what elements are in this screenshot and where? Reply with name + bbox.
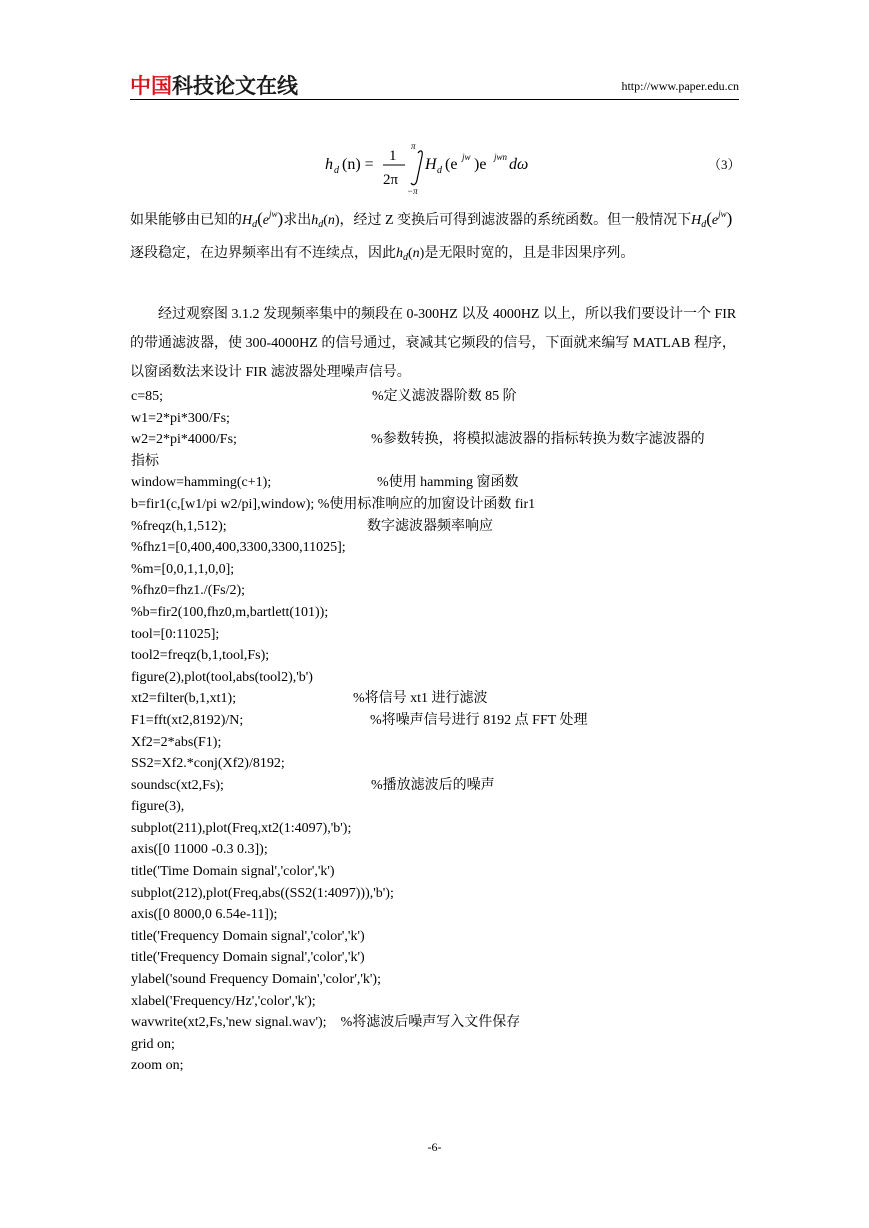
code-text: c=85;: [131, 389, 163, 404]
code-line: title('Time Domain signal','color','k'): [131, 864, 335, 880]
code-line: [131, 386, 743, 408]
code-line: title('Frequency Domain signal','color','k'): [131, 928, 365, 944]
p1-text-e: 是无限时宽的，且是非因果序列。: [424, 246, 635, 261]
code-comment: %定义滤波器阶数 85 阶: [372, 389, 517, 404]
code-line: %b=fir2(100,fhz0,m,bartlett(101));: [131, 604, 329, 620]
code-line: grid on;: [131, 1036, 175, 1052]
logo-red-text: 中国: [130, 74, 172, 98]
header-url[interactable]: http://www.paper.edu.cn: [621, 79, 739, 93]
inline-math-hd-2: $h_d(n)$: [396, 246, 425, 263]
eq-integrand-arg: (e: [445, 156, 458, 173]
code-comment: %参数转换，将模拟滤波器的指标转换为数字滤波器的: [371, 432, 705, 448]
inline-math-Hd-2: $H_d(e^{jw})$: [691, 209, 733, 230]
code-text: xt2=filter(b,1,xt1);: [131, 691, 237, 707]
p1-text-c: ，经过 Z 变换后可得到滤波器的系统函数。但一般情况下: [339, 213, 692, 228]
code-comment: %播放滤波后的噪声: [371, 777, 495, 793]
code-line: [131, 516, 743, 538]
code-line: [131, 775, 743, 797]
inline-math-Hd: $H_d(e^{jw})$: [242, 209, 284, 230]
code-text: w2=2*pi*4000/Fs;: [131, 432, 237, 448]
eq-int-lower: −π: [407, 186, 418, 196]
code-line: subplot(211),plot(Freq,xt2(1:4097),'b');: [131, 820, 352, 836]
code-text: F1=fft(xt2,8192)/N;: [131, 712, 244, 728]
code-line: b=fir1(c,[w1/pi w2/pi],window); %使用标准响应的加窗设计函数 fir1: [131, 496, 536, 512]
logo-dark-text: 科技论文在线: [172, 74, 298, 98]
code-line: axis([0 11000 -0.3 0.3]);: [131, 842, 268, 858]
code-line: axis([0 8000,0 6.54e-11]);: [131, 907, 278, 923]
code-comment: %将噪声信号进行 8192 点 FFT 处理: [370, 712, 588, 728]
eq-integrand-sub: d: [437, 165, 442, 176]
code-comment: 数字滤波器频率响应: [367, 518, 493, 534]
code-text: %freqz(h,1,512);: [131, 518, 227, 534]
eq-integrand: H: [425, 156, 437, 173]
eq-mid: )e: [474, 156, 487, 173]
code-line: title('Frequency Domain signal','color','k'): [131, 950, 365, 966]
code-comment: %将信号 xt1 进行滤波: [353, 691, 488, 707]
code-line: tool2=freqz(b,1,tool,Fs);: [131, 648, 270, 664]
equation-number: （3）: [708, 157, 741, 172]
code-line: wavwrite(xt2,Fs,'new signal.wav'); %将滤波后噪声写入文件保存: [131, 1015, 521, 1031]
code-line: subplot(212),plot(Freq,abs((SS2(1:4097))),'b');: [131, 885, 394, 901]
eq-lhs-sub: d: [334, 165, 339, 176]
header-rule: [130, 99, 739, 100]
page-header: [130, 70, 739, 100]
code-line: %fhz0=fhz1./(Fs/2);: [131, 583, 246, 599]
code-line: Xf2=2*abs(F1);: [131, 734, 222, 750]
p1-text-d: 逐段稳定，在边界频率出有不连续点，因此: [130, 246, 396, 261]
code-line: ylabel('sound Frequency Domain','color','k');: [131, 972, 381, 988]
paragraph-1: [130, 200, 739, 272]
eq-lhs-arg: (n) =: [342, 156, 374, 173]
code-line: 指标: [131, 453, 159, 469]
matlab-code-block: [131, 386, 743, 1077]
page-number: -6-: [427, 1140, 442, 1154]
code-text: window=hamming(c+1);: [131, 475, 272, 491]
eq-sup2: jwn: [494, 152, 508, 162]
code-line: %m=[0,0,1,1,0,0];: [131, 561, 235, 577]
p1-text-a: 如果能够由已知的: [130, 213, 242, 228]
p1-text-b: 求出: [283, 213, 312, 228]
equation-svg: [325, 140, 565, 196]
code-comment: %使用 hamming 窗函数: [377, 475, 519, 491]
code-line: w1=2*pi*300/Fs;: [131, 410, 230, 426]
eq-lhs: h: [325, 156, 333, 173]
integral-sign: [411, 151, 422, 185]
eq-tail: dω: [509, 156, 529, 173]
eq-frac-den: 2π: [383, 172, 399, 188]
eq-sup1: jw: [462, 152, 471, 162]
code-line: %fhz1=[0,400,400,3300,3300,11025];: [131, 540, 346, 556]
code-text: soundsc(xt2,Fs);: [131, 777, 224, 793]
eq-frac-num: 1: [389, 148, 397, 164]
code-line: xlabel('Frequency/Hz','color','k');: [131, 993, 316, 1009]
eq-int-upper: π: [411, 141, 416, 151]
paragraph-2: 经过观察图 3.1.2 发现频率集中的频段在 0-300HZ 以及 4000HZ 以上，所以我们要设计一个 FIR 的带通滤波器，使 300-4000HZ 的信号通过，衰减其它频段的信号，下面就来编写 MATLAB 程序，以窗函数法来设计 FIR 滤波器处理噪声信号。: [130, 307, 737, 380]
journal-logo: [130, 70, 298, 100]
code-line: [131, 710, 743, 732]
code-line: tool=[0:11025];: [131, 626, 220, 642]
code-line: zoom on;: [131, 1058, 184, 1074]
inline-math-hd: $h_d(n)$: [311, 213, 340, 230]
code-line: [131, 429, 743, 451]
code-line: SS2=Xf2.*conj(Xf2)/8192;: [131, 756, 285, 772]
code-line: figure(3),: [131, 799, 185, 815]
code-line: [131, 688, 743, 710]
code-line: figure(2),plot(tool,abs(tool2),'b'): [131, 669, 313, 685]
code-line: [131, 472, 743, 494]
